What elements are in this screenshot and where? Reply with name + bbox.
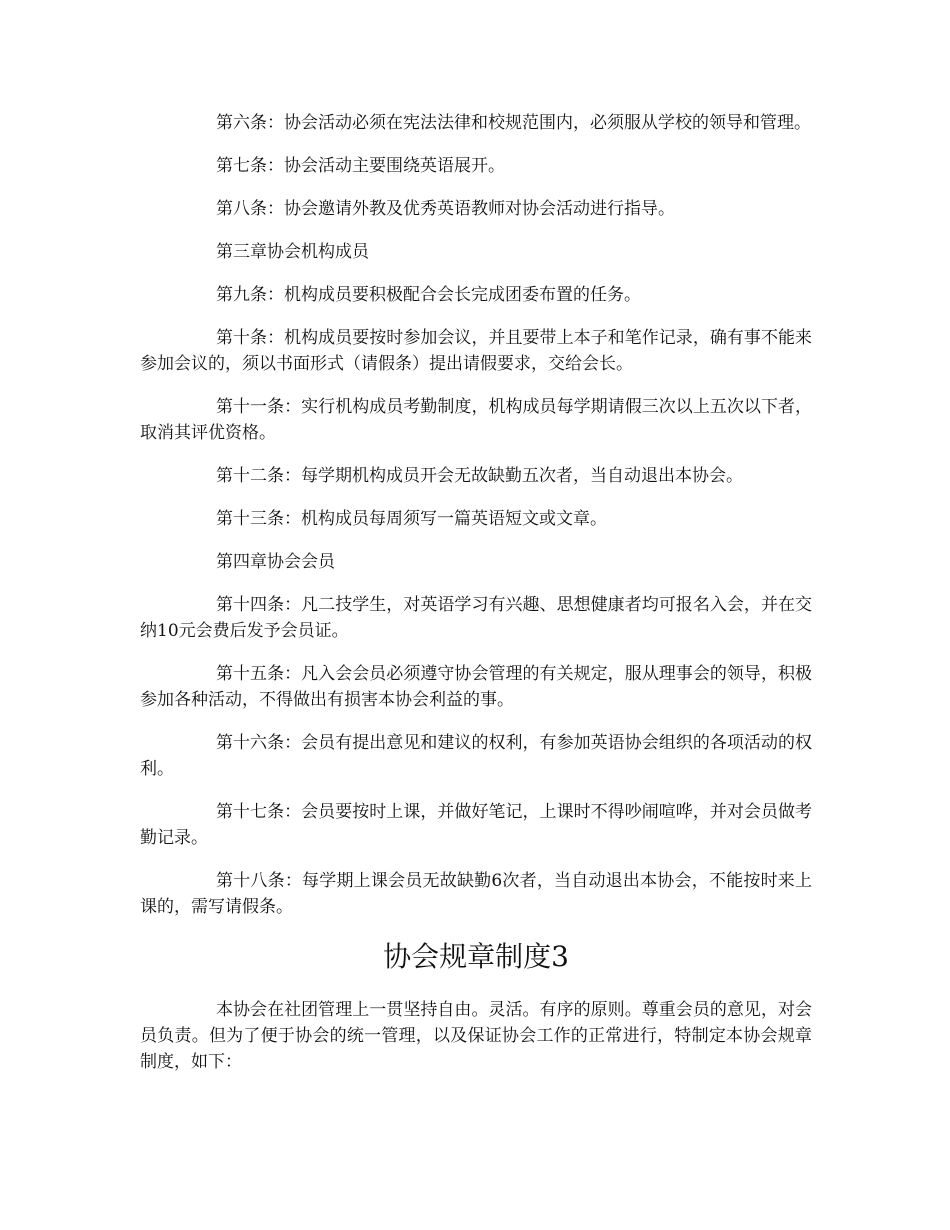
article-10: 第十条：机构成员要按时参加会议，并且要带上本子和笔作记录，确有事不能来参加会议的，须以书面形式（请假条）提出请假要求，交给会长。 (140, 328, 812, 374)
section-title: 协会规章制度3 (383, 940, 569, 973)
article-12: 第十二条：每学期机构成员开会无故缺勤五次者，当自动退出本协会。 (216, 466, 743, 486)
article-15: 第十五条：凡入会会员必须遵守协会管理的有关规定，服从理事会的领导，积极参加各种活动，不得做出有损害本协会利益的事。 (140, 664, 812, 710)
article-14: 第十四条：凡二技学生，对英语学习有兴趣、思想健康者均可报名入会，并在交纳10元会费后发予会员证。 (140, 595, 812, 641)
article-16: 第十六条：会员有提出意见和建议的权利，有参加英语协会组织的各项活动的权利。 (140, 733, 812, 779)
article-13: 第十三条：机构成员每周须写一篇英语短文或文章。 (216, 509, 607, 529)
intro-paragraph: 本协会在社团管理上一贯坚持自由。灵活。有序的原则。尊重会员的意见，对会员负责。但为了便于协会的统一管理，以及保证协会工作的正常进行，特制定本协会规章制度，如下： (140, 1000, 812, 1072)
article-11: 第十一条：实行机构成员考勤制度，机构成员每学期请假三次以上五次以下者，取消其评优资格。 (140, 397, 812, 443)
article-7: 第七条：协会活动主要围绕英语展开。 (216, 156, 505, 176)
article-6: 第六条：协会活动必须在宪法法律和校规范围内，必须服从学校的领导和管理。 (216, 113, 811, 133)
chapter-3-heading: 第三章协会机构成员 (216, 242, 369, 262)
article-9: 第九条：机构成员要积极配合会长完成团委布置的任务。 (216, 285, 641, 305)
document-body (140, 110, 812, 1092)
chapter-4-heading: 第四章协会会员 (216, 552, 335, 572)
article-18: 第十八条：每学期上课会员无故缺勤6次者，当自动退出本协会，不能按时来上课的，需写请假条。 (140, 871, 812, 917)
article-8: 第八条：协会邀请外教及优秀英语教师对协会活动进行指导。 (216, 199, 675, 219)
article-17: 第十七条：会员要按时上课，并做好笔记，上课时不得吵闹喧哗，并对会员做考勤记录。 (140, 802, 812, 848)
